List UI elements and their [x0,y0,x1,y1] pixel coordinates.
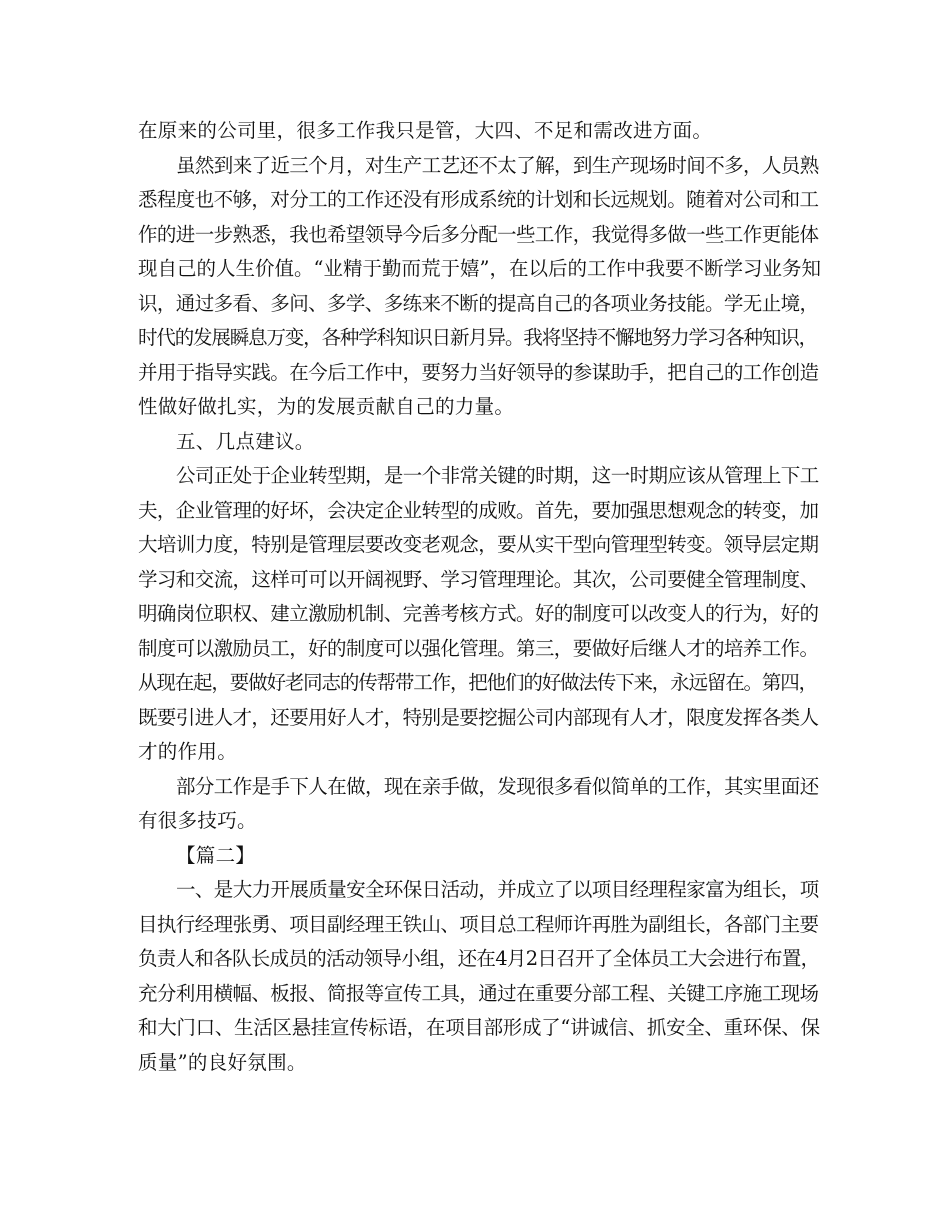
text-line: 既要引进人才，还要用好人才，特别是要挖掘公司内部现有人才，限度发挥各类人 [138,705,819,729]
text-line: 目执行经理张勇、项目副经理王铁山、项目总工程师许再胜为副组长，各部门主要 [138,912,819,936]
text-line: 学习和交流，这样可可以开阔视野、学习管理理论。其次，公司要健全管理制度、 [138,567,819,591]
paragraph-quality-safety [138,873,822,1080]
text-line: 夫，企业管理的好坏，会决定企业转型的成败。首先，要加强思想观念的转变，加 [138,498,819,522]
text-line: 质量”的良好氛围。 [138,1050,307,1074]
text-line: 虽然到来了近三个月，对生产工艺还不太了解，到生产现场时间不多，人员熟 [176,153,819,177]
text-line: 部分工作是手下人在做，现在亲手做，发现很多看似简单的工作，其实里面还 [176,774,819,798]
text-line: 明确岗位职权、建立激励机制、完善考核方式。好的制度可以改变人的行为，好的 [138,602,819,625]
text-line: 充分利用横幅、板报、简报等宣传工具，通过在重要分部工程、关键工序施工现场 [138,981,819,1005]
text-line: 公司正处于企业转型期，是一个非常关键的时期，这一时期应该从管理上下工 [176,464,819,487]
text-line: 时代的发展瞬息万变，各种学科知识日新月异。我将坚持不懈地努力学习各种知识， [138,326,817,349]
text-line: 和大门口、生活区悬挂宣传标语，在项目部形成了“讲诚信、抓安全、重环保、保 [138,1016,820,1039]
text-line: 制度可以激励员工，好的制度可以强化管理。第三，要做好后继人才的培养工作。 [138,636,819,660]
text-line: 现自己的人生价值。“业精于勤而荒于嬉”，在以后的工作中我要不断学习业务知 [138,257,821,280]
text-line: 五、几点建议。 [176,429,315,453]
paragraph-continuation [138,114,822,149]
text-line: 从现在起，要做好老同志的传帮带工作，把他们的好做法传下来，永远留在。第四， [138,671,817,694]
text-line: 作的进一步熟悉，我也希望领导今后多分配一些工作，我觉得多做一些工作更能体 [138,222,819,246]
text-line: 负责人和各队长成员的活动领导小组，还在4月2日召开了全体员工大会进行布置， [138,947,820,970]
section-heading-suggestions [138,425,822,460]
text-line: 【篇二】 [176,843,256,867]
text-line: 大培训力度，特别是管理层要改变老观念，要从实干型向管理型转变。领导层定期 [138,533,819,556]
text-line: 识，通过多看、多问、多学、多练来不断的提高自己的各项业务技能。学无止境， [138,291,819,315]
paragraph-self-assessment [138,149,822,425]
text-line: 性做好做扎实，为的发展贡献自己的力量。 [138,395,515,418]
text-line: 才的作用。 [138,740,238,763]
document-body [138,114,822,1080]
text-line: 并用于指导实践。在今后工作中，要努力当好领导的参谋助手，把自己的工作创造 [138,360,819,384]
text-line: 有很多技巧。 [138,809,257,832]
paragraph-hands-on [138,770,822,839]
text-line: 一、是大力开展质量安全环保日活动，并成立了以项目经理程家富为组长，项 [176,878,819,901]
text-line: 在原来的公司里，很多工作我只是管，大四、不足和需改进方面。 [138,119,713,142]
text-line: 悉程度也不够，对分工的工作还没有形成系统的计划和长远规划。随着对公司和工 [138,188,819,211]
section-heading-part-two [138,839,822,874]
paragraph-suggestions [138,459,822,770]
